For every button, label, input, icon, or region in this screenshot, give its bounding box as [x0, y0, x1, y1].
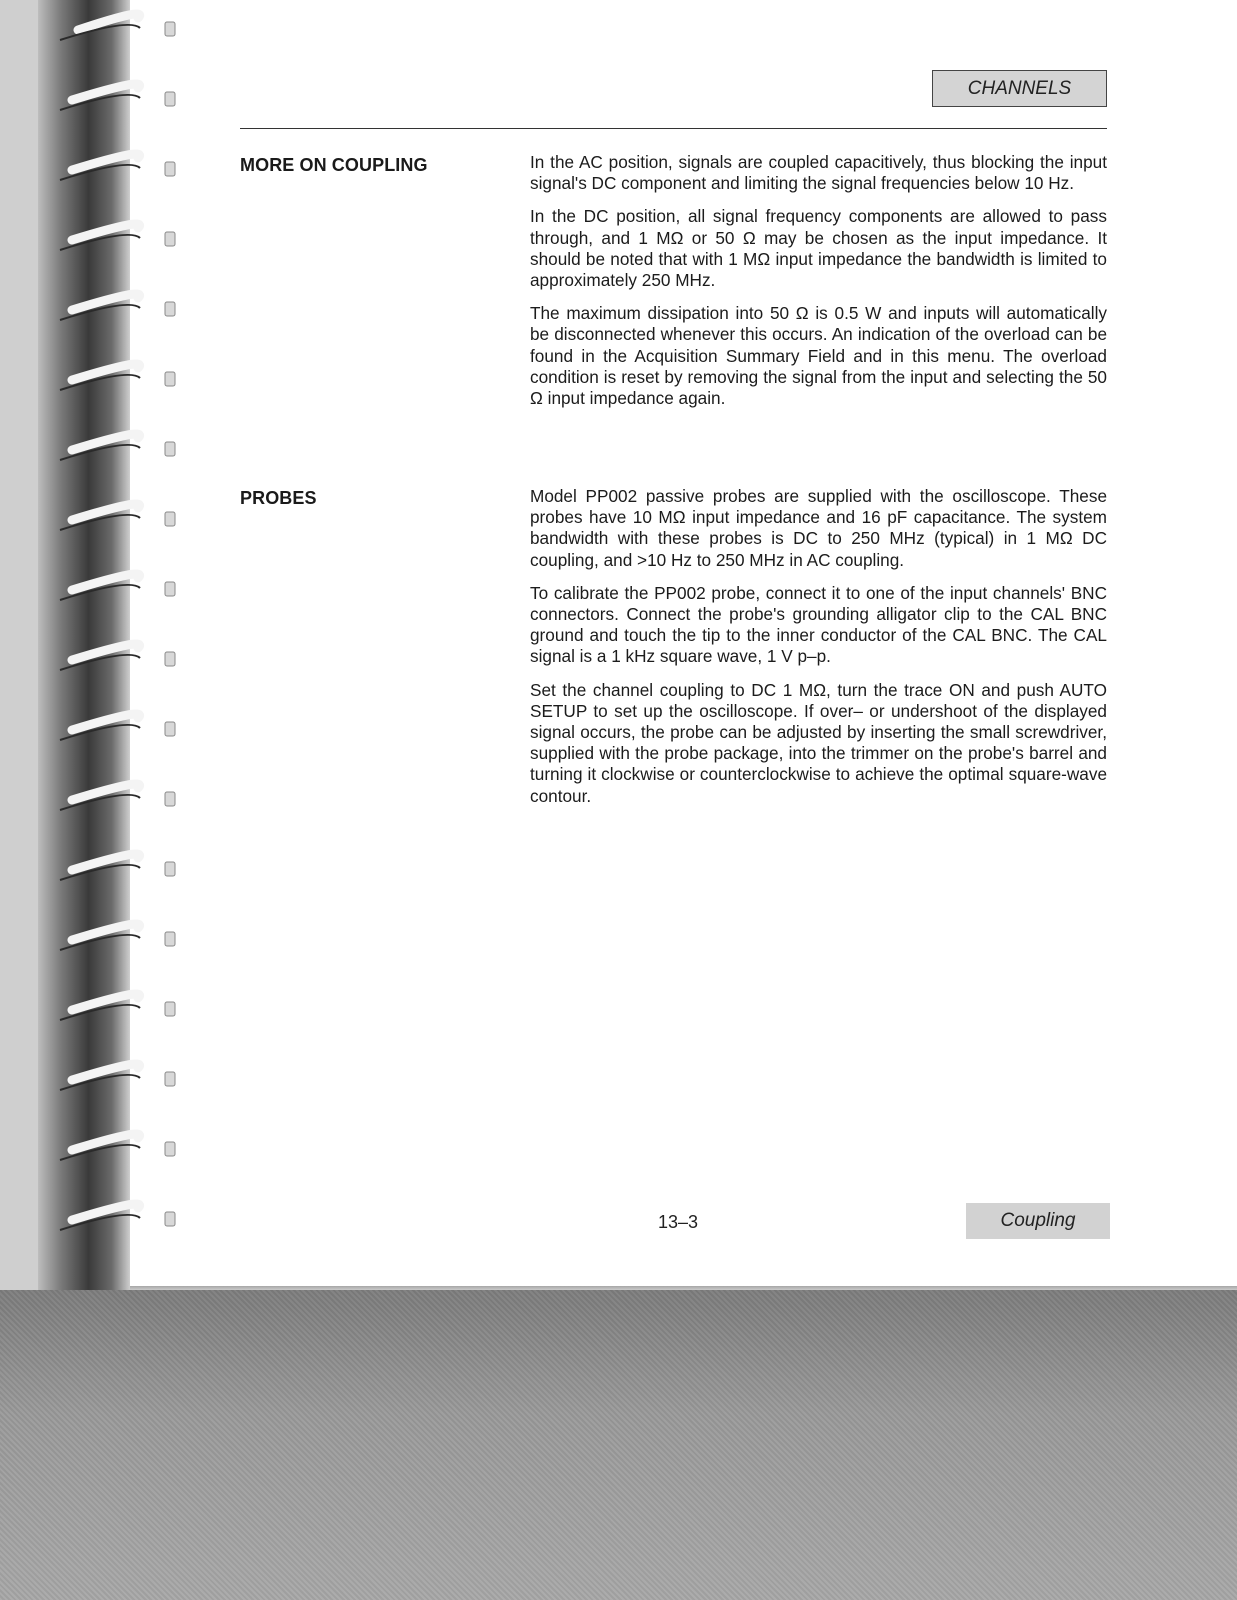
header-section-tab: CHANNELS [932, 70, 1107, 107]
background-surface [0, 1290, 1237, 1600]
paragraph: In the DC position, all signal frequency components are allowed to pass through, and 1 MΩ or 50 Ω may be chosen as the input impedance. It should be noted that with 1 MΩ input impedance the bandwidth is limited to approximately 250 MHz. [530, 206, 1107, 291]
paragraph: Model PP002 passive probes are supplied with the oscilloscope. These probes have 10 MΩ input impedance and 16 pF capacitance. The system bandwidth with these probes is DC to 250 MHz (typical) in 1 MΩ DC coupling, and >10 Hz to 250 MHz in AC coupling. [530, 486, 1107, 570]
paragraph: Set the channel coupling to DC 1 MΩ, turn the trace ON and push AUTO SETUP to set up the oscilloscope. If over– or undershoot of the displayed signal occurs, the probe can be adjusted by inserting the small screwdriver, supplied with the probe package, into the trimmer on the probe's barrel and turning it clockwise or counterclockwise to achieve the optimal square-wave contour. [530, 679, 1107, 806]
spiral-binding [0, 0, 200, 1290]
section-body-probes [530, 486, 1107, 819]
paragraph: The maximum dissipation into 50 Ω is 0.5 W and inputs will automatically be disconnected whenever this occurs. An indication of the overload can be found in the Acquisition Summary Field and in this menu. The overload condition is reset by removing the signal from the input and selecting the 50 Ω input impedance again. [530, 303, 1107, 409]
paragraph: In the AC position, signals are coupled capacitively, thus blocking the input signal's DC component and limiting the signal frequencies below 10 Hz. [530, 152, 1107, 194]
section-heading-more-on-coupling: MORE ON COUPLING [240, 155, 428, 175]
paragraph: To calibrate the PP002 probe, connect it to one of the input channels' BNC connectors. Connect the probe's grounding alligator clip to the CAL BNC ground and touch the tip to the inner conductor of the CAL BNC. The CAL signal is a 1 kHz square wave, 1 V p–p. [530, 582, 1107, 667]
section-heading-probes: PROBES [240, 488, 317, 508]
footer-section-tab: Coupling [966, 1203, 1110, 1239]
page-number: 13–3 [658, 1212, 699, 1232]
header-rule [240, 128, 1107, 129]
section-body-more-on-coupling [530, 152, 1107, 421]
